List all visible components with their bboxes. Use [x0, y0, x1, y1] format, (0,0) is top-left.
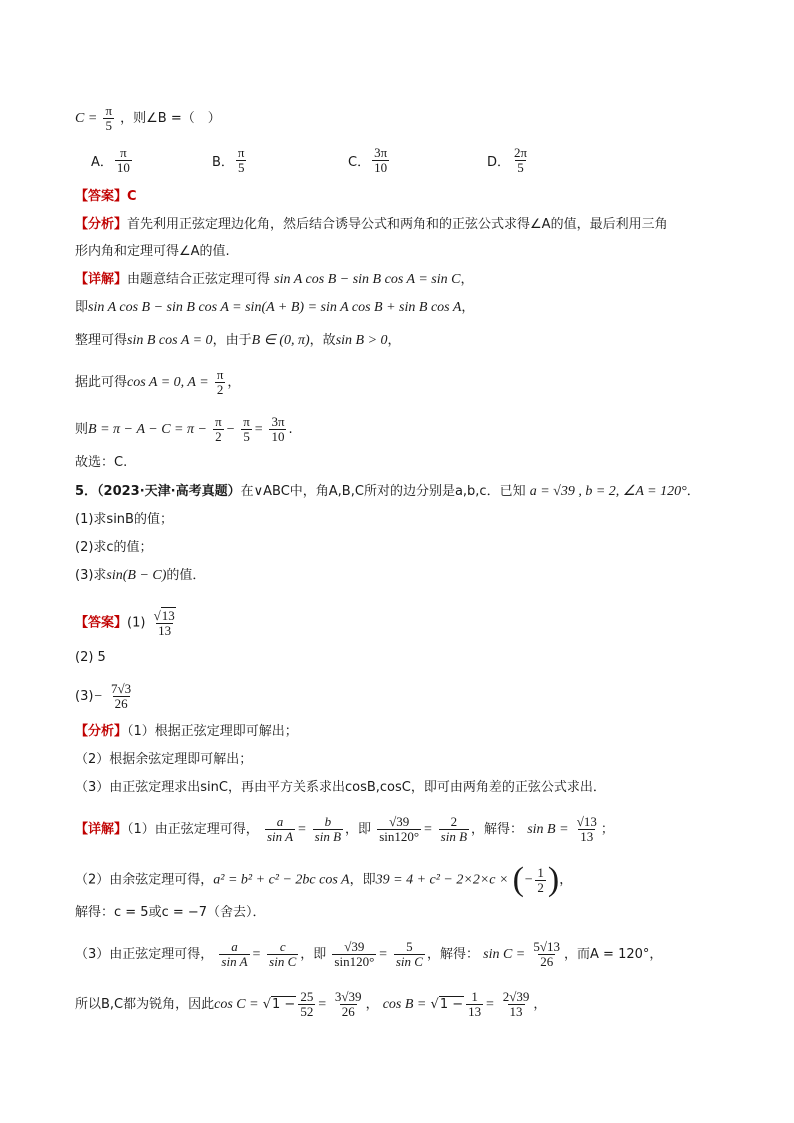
q5-detail-3: 解得：c = 5或c = −7（舍去）．: [75, 905, 266, 920]
q5-sub-3: (3)求sin(B − C)的值．: [75, 568, 206, 583]
q5-analysis-1: 【分析】（1）根据正弦定理即可解出；: [75, 724, 298, 739]
option-d[interactable]: D． $\frac{2\pi}{5}$: [487, 145, 528, 175]
q5-detail-4: （3）由正弦定理可得， $\frac{a}{\text{sin A}}$ = $\frac{c}{\text{sin C}}$ ，即 $\frac{√39}{\sin 120^\circ}$ = $\frac{5}{\text{sin C}}$ ，解得： sin C = $\frac{5√13}{26}$ ，而A = 120°，: [75, 939, 663, 969]
q4-detail-4: 据此可得cos A = 0, A = $\frac{\pi}{2}$ ，: [75, 367, 241, 397]
q4-stem-text: ，则∠B =（ ）: [120, 111, 221, 126]
fraction: $\frac{\pi}{5}$: [105, 103, 113, 133]
q4-conclusion: 故选：C.: [75, 455, 128, 470]
q5-analysis-3: （3）由正弦定理求出sinC，再由平方关系求出cosB,cosC，即可由两角差的正弦公式求出．: [75, 780, 606, 795]
q5-detail-5: 所以B,C都为锐角，因此cos C = √1 − $\frac{25}{52}$ = $\frac{3√39}{26}$ ， cos B = √1 − $\frac{1}{13}$ = $\frac{2√39}{13}$ ，: [75, 989, 547, 1019]
q5-answer-3: (3)− $\frac{7√3}{26}$: [75, 681, 132, 711]
q4-analysis-2: 形内角和定理可得∠A的值.: [75, 244, 230, 259]
q4-detail-3: 整理可得sin B cos A = 0，由于B ∈ (0, π)，故sin B > 0，: [75, 333, 401, 348]
q4-detail-1: 【详解】由题意结合正弦定理可得 sin A cos B − sin B cos A = sin C，: [75, 272, 474, 287]
q4-options: [0, 146, 794, 180]
option-a[interactable]: A． $\frac{\pi}{10}$: [91, 145, 130, 175]
q4-stem: C = $\frac{\pi}{5}$ ，则∠B =（ ）: [75, 103, 221, 133]
q5-analysis-2: （2）根据余弦定理即可解出；: [75, 752, 253, 767]
option-b[interactable]: B． $\frac{\pi}{5}$: [212, 145, 245, 175]
q4-answer: 【答案】C: [75, 189, 137, 204]
option-c[interactable]: C． $\frac{3\pi}{10}$: [348, 145, 388, 175]
q5-answer-2: (2) 5: [75, 650, 106, 665]
q4-detail-5: 则B = π − A − C = π − $\frac{\pi}{2}$ − $\frac{\pi}{5}$ = $\frac{3\pi}{10}$ .: [75, 414, 293, 444]
q5-detail-2: （2）由余弦定理可得，a² = b² + c² − 2bc cos A，即39 = 4 + c² − 2×2×c × (− $\frac{1}{2}$ )，: [75, 861, 573, 898]
q4-analysis-1: 【分析】首先利用正弦定理边化角，然后结合诱导公式和两角和的正弦公式求得∠A的值，最后利用三角: [75, 217, 668, 232]
q5-answer-1: 【答案】(1) $\frac{√13}{13}$: [75, 608, 175, 639]
q5-sub-2: (2)求c的值；: [75, 540, 153, 555]
q5-stem: 5．（2023·天津·高考真题）在∨ABC中，角A,B,C所对的边分别是a,b,c．已知 a = √39 , b = 2, ∠A = 120°．: [75, 484, 700, 499]
q5-detail-1: 【详解】（1）由正弦定理可得， $\frac{a}{\text{sin A}}$ = $\frac{b}{\text{sin B}}$ ，即 $\frac{√39}{\sin 120^\circ}$ = $\frac{2}{\text{sin B}}$ ，解得： sin B = $\frac{√13}{13}$ ；: [75, 814, 614, 844]
q5-sub-1: (1)求sinB的值；: [75, 512, 173, 527]
q4-detail-2: 即sin A cos B − sin B cos A = sin(A + B) = sin A cos B + sin B cos A，: [75, 300, 475, 315]
